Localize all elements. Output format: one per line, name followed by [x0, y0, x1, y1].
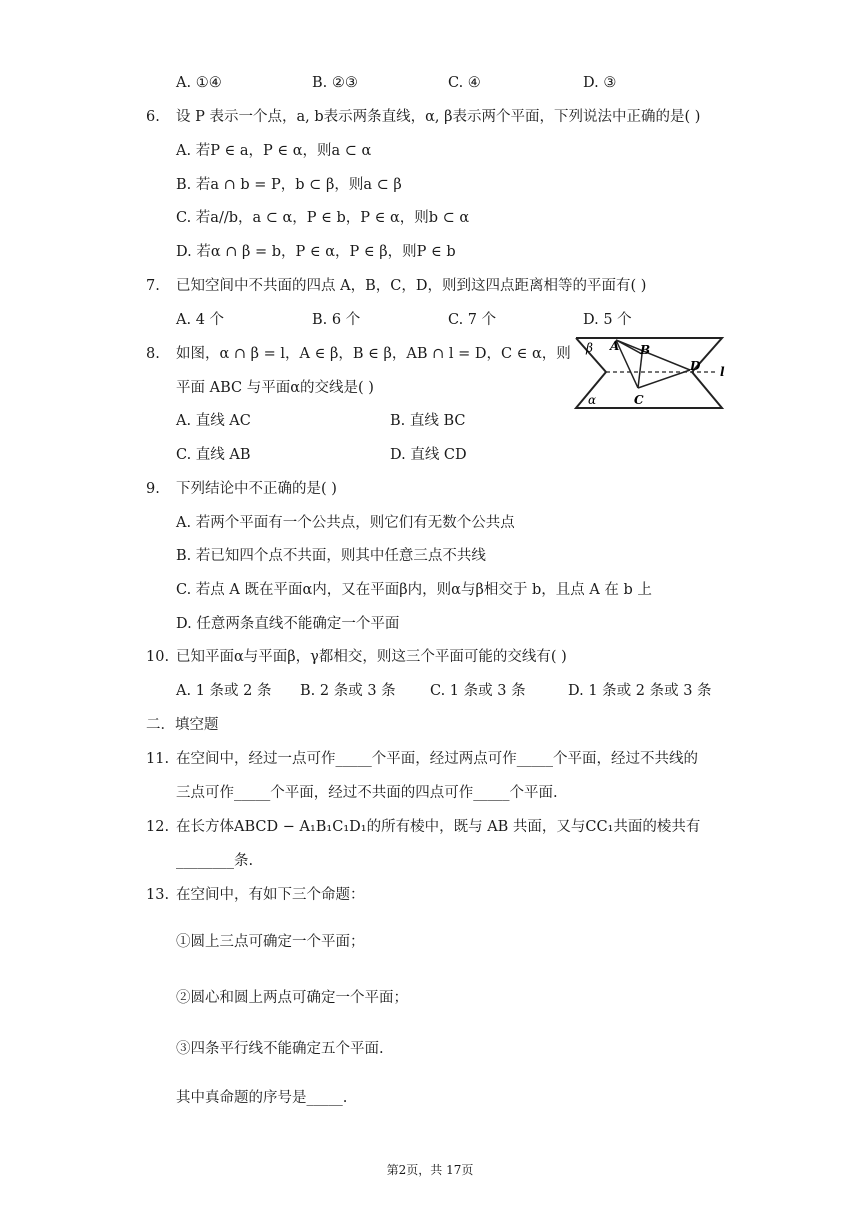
q6-number: 6.	[146, 109, 160, 125]
q9-option-a: A. 若两个平面有一个公共点，则它们有无数个公共点	[176, 515, 515, 531]
q12-line2: ________条.	[176, 853, 254, 869]
q10-number: 10.	[146, 649, 170, 665]
q7-option-b: B. 6 个	[312, 312, 361, 328]
q11-line2: 三点可作_____个平面，经过不共面的四点可作_____个平面.	[176, 785, 558, 801]
q6-stem: 设 P 表示一个点，a, b表示两条直线，α, β表示两个平面，下列说法中正确的是( )	[176, 109, 701, 125]
q8-number: 8.	[146, 346, 160, 362]
q12-line1: 在长方体ABCD − A₁B₁C₁D₁的所有棱中，既与 AB 共面，又与CC₁共面的棱共有	[176, 819, 701, 835]
q8-stem-line1: 如图，α ∩ β = l，A ∈ β，B ∈ β，AB ∩ l = D，C ∈ α，则	[176, 346, 571, 362]
section-fill-in-heading: 二．填空题	[146, 717, 219, 733]
q5-option-c: C. ④	[448, 75, 481, 91]
label-c: C	[634, 393, 644, 407]
q5-option-d: D. ③	[583, 75, 617, 91]
q7-option-c: C. 7 个	[448, 312, 497, 328]
label-l: l	[720, 365, 725, 379]
segment-bc	[638, 354, 642, 388]
q8-figure-planes	[570, 332, 730, 414]
q13-item-3: ③四条平行线不能确定五个平面.	[176, 1041, 384, 1057]
q8-option-a: A. 直线 AC	[176, 413, 251, 429]
q9-stem: 下列结论中不正确的是( )	[176, 481, 337, 497]
q9-option-d: D. 任意两条直线不能确定一个平面	[176, 616, 400, 632]
q7-stem: 已知空间中不共面的四点 A，B，C，D，则到这四点距离相等的平面有( )	[176, 278, 647, 294]
q13-stem: 在空间中，有如下三个命题：	[176, 887, 365, 903]
q7-option-a: A. 4 个	[176, 312, 225, 328]
q13-item-2: ②圆心和圆上两点可确定一个平面；	[176, 990, 408, 1006]
label-d: D	[690, 359, 701, 373]
q9-option-b: B. 若已知四个点不共面，则其中任意三点不共线	[176, 548, 486, 564]
label-alpha: α	[588, 393, 597, 407]
q5-option-a: A. ①④	[176, 75, 222, 91]
segment-cd	[638, 370, 690, 388]
q10-option-a: A. 1 条或 2 条	[176, 683, 272, 699]
q11-number: 11.	[146, 751, 170, 767]
q7-number: 7.	[146, 278, 160, 294]
q7-option-d: D. 5 个	[583, 312, 632, 328]
q8-option-c: C. 直线 AB	[176, 447, 251, 463]
q6-option-d: D. 若α ∩ β = b，P ∈ α，P ∈ β，则P ∈ b	[176, 244, 456, 260]
q6-option-b: B. 若a ∩ b = P，b ⊂ β，则a ⊂ β	[176, 177, 402, 193]
q10-option-b: B. 2 条或 3 条	[300, 683, 396, 699]
q11-line1: 在空间中，经过一点可作_____个平面，经过两点可作_____个平面，经过不共线的	[176, 751, 698, 767]
q6-option-a: A. 若P ∈ a，P ∈ α，则a ⊂ α	[176, 143, 372, 159]
q8-option-d: D. 直线 CD	[390, 447, 467, 463]
q12-number: 12.	[146, 819, 170, 835]
q13-number: 13.	[146, 887, 170, 903]
label-b: B	[640, 343, 651, 357]
q8-stem-line2: 平面 ABC 与平面α的交线是( )	[176, 380, 374, 396]
q10-option-c: C. 1 条或 3 条	[430, 683, 526, 699]
q8-option-b: B. 直线 BC	[390, 413, 466, 429]
label-a: A	[610, 339, 620, 353]
q13-ask: 其中真命题的序号是_____.	[176, 1090, 348, 1106]
q13-item-1: ①圆上三点可确定一个平面；	[176, 934, 365, 950]
q5-option-b: B. ②③	[312, 75, 358, 91]
q10-option-d: D. 1 条或 2 条或 3 条	[568, 683, 712, 699]
q10-stem: 已知平面α与平面β，γ都相交，则这三个平面可能的交线有( )	[176, 649, 567, 665]
q9-option-c: C. 若点 A 既在平面α内，又在平面β内，则α与β相交于 b，且点 A 在 b 上	[176, 582, 652, 598]
page-footer: 第2页，共 17页	[386, 1163, 474, 1177]
label-beta: β	[586, 341, 593, 355]
q6-option-c: C. 若a//b，a ⊂ α，P ∈ b，P ∈ α，则b ⊂ α	[176, 210, 470, 226]
q9-number: 9.	[146, 481, 160, 497]
